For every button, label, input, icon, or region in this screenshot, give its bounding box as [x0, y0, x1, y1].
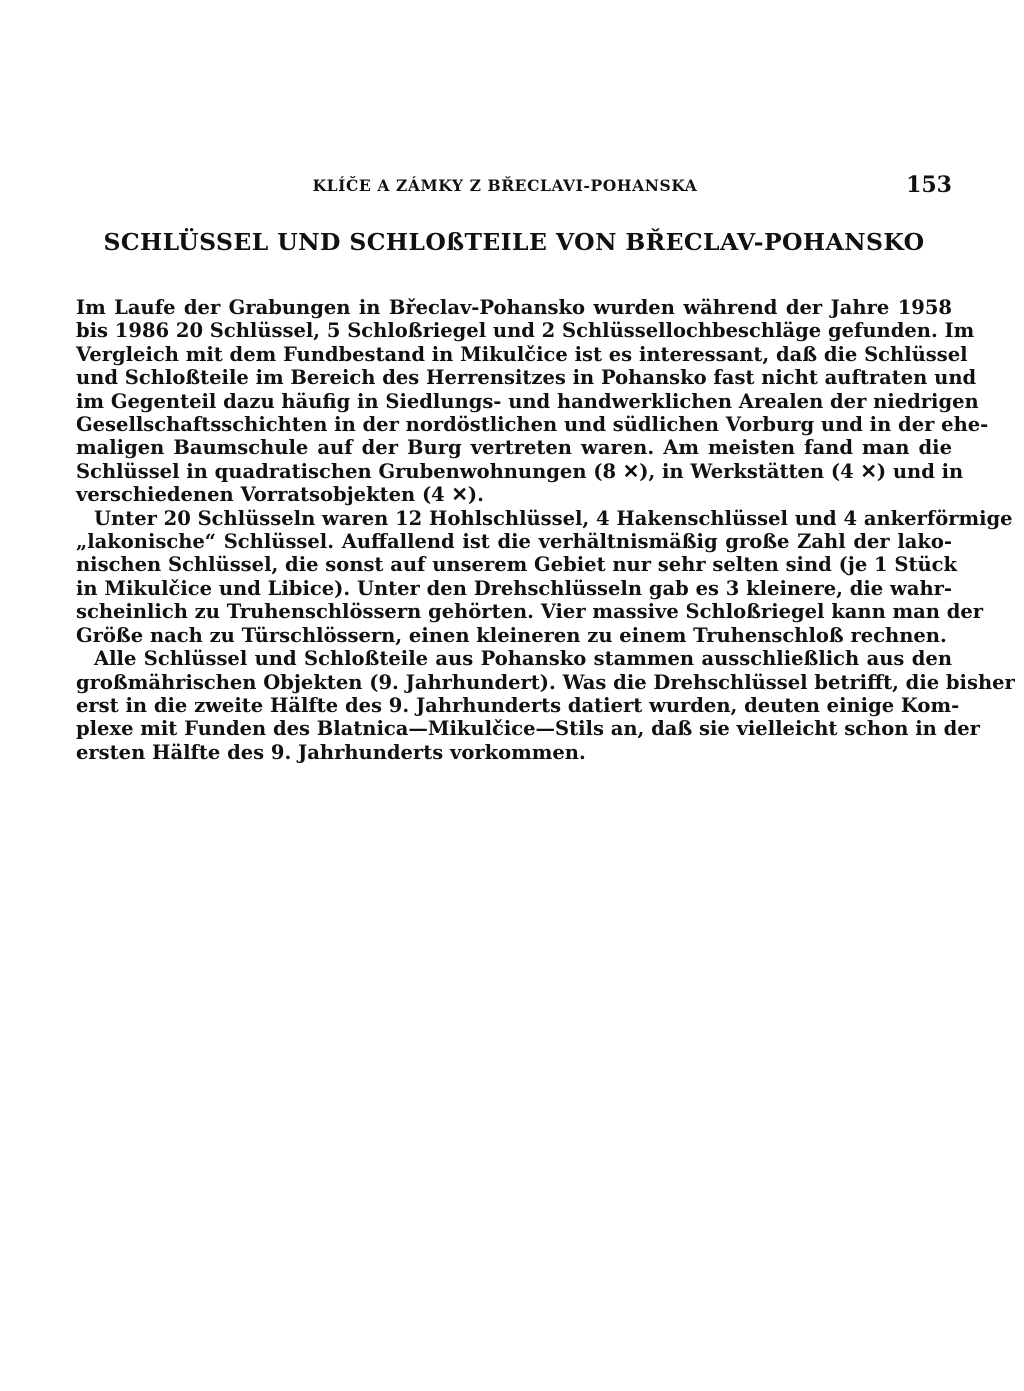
- text-line: plexe mit Funden des Blatnica—Mikulčice—Stils an, daß sie vielleicht schon in der: [76, 717, 980, 741]
- text-line: verschiedenen Vorratsobjekten (4 ✕).: [76, 483, 484, 507]
- running-header: [76, 172, 952, 202]
- page-number: 153: [906, 172, 952, 198]
- text-line: großmährischen Objekten (9. Jahrhundert). Was die Drehschlüssel betrifft, die bisher: [76, 670, 1015, 694]
- text-line: bis 1986 20 Schlüssel, 5 Schloßriegel und 2 Schlüssellochbeschläge gefunden. Im: [76, 319, 975, 343]
- running-title: KLÍČE A ZÁMKY Z BŘECLAVI-POHANSKA: [312, 176, 698, 195]
- text-line: maligen Baumschule auf der Burg vertreten waren. Am meisten fand man die: [76, 436, 952, 460]
- text-line: ersten Hälfte des 9. Jahrhunderts vorkommen.: [76, 740, 586, 764]
- article-title: SCHLÜSSEL UND SCHLOßTEILE VON BŘECLAV-POHANSKO: [103, 228, 925, 256]
- text-line: Alle Schlüssel und Schloßteile aus Pohansko stammen ausschließlich aus den: [94, 647, 952, 671]
- article-body: [76, 296, 1015, 764]
- text-line: scheinlich zu Truhenschlössern gehörten. Vier massive Schloßriegel kann man der: [76, 600, 984, 624]
- text-line: Schlüssel in quadratischen Grubenwohnungen (8 ✕), in Werkstätten (4 ✕) und in: [76, 459, 964, 483]
- text-line: „lakonische“ Schlüssel. Auffallend ist die verhältnismäßig große Zahl der lako-: [76, 530, 952, 554]
- text-line: Im Laufe der Grabungen in Břeclav-Pohansko wurden während der Jahre 1958: [76, 296, 952, 319]
- text-line: und Schloßteile im Bereich des Herrensitzes in Pohansko fast nicht auftraten und: [76, 366, 977, 390]
- text-line: Größe nach zu Türschlössern, einen kleineren zu einem Truhenschloß rechnen.: [76, 623, 947, 647]
- text-line: Unter 20 Schlüsseln waren 12 Hohlschlüssel, 4 Hakenschlüssel und 4 ankerförmige: [94, 506, 1013, 530]
- text-line: erst in die zweite Hälfte des 9. Jahrhunderts datiert wurden, deuten einige Kom-: [76, 693, 960, 717]
- text-line: im Gegenteil dazu häufig in Siedlungs- und handwerklichen Arealen der niedrigen: [76, 389, 979, 413]
- text-line: nischen Schlüssel, die sonst auf unserem Gebiet nur sehr selten sind (je 1 Stück: [76, 553, 958, 577]
- text-line: Vergleich mit dem Fundbestand in Mikulčice ist es interessant, daß die Schlüssel: [76, 342, 968, 366]
- text-line: in Mikulčice und Libice). Unter den Drehschlüsseln gab es 3 kleinere, die wahr-: [76, 576, 952, 600]
- text-line: Gesellschaftsschichten in der nordöstlichen und südlichen Vorburg und in der ehe-: [76, 413, 989, 437]
